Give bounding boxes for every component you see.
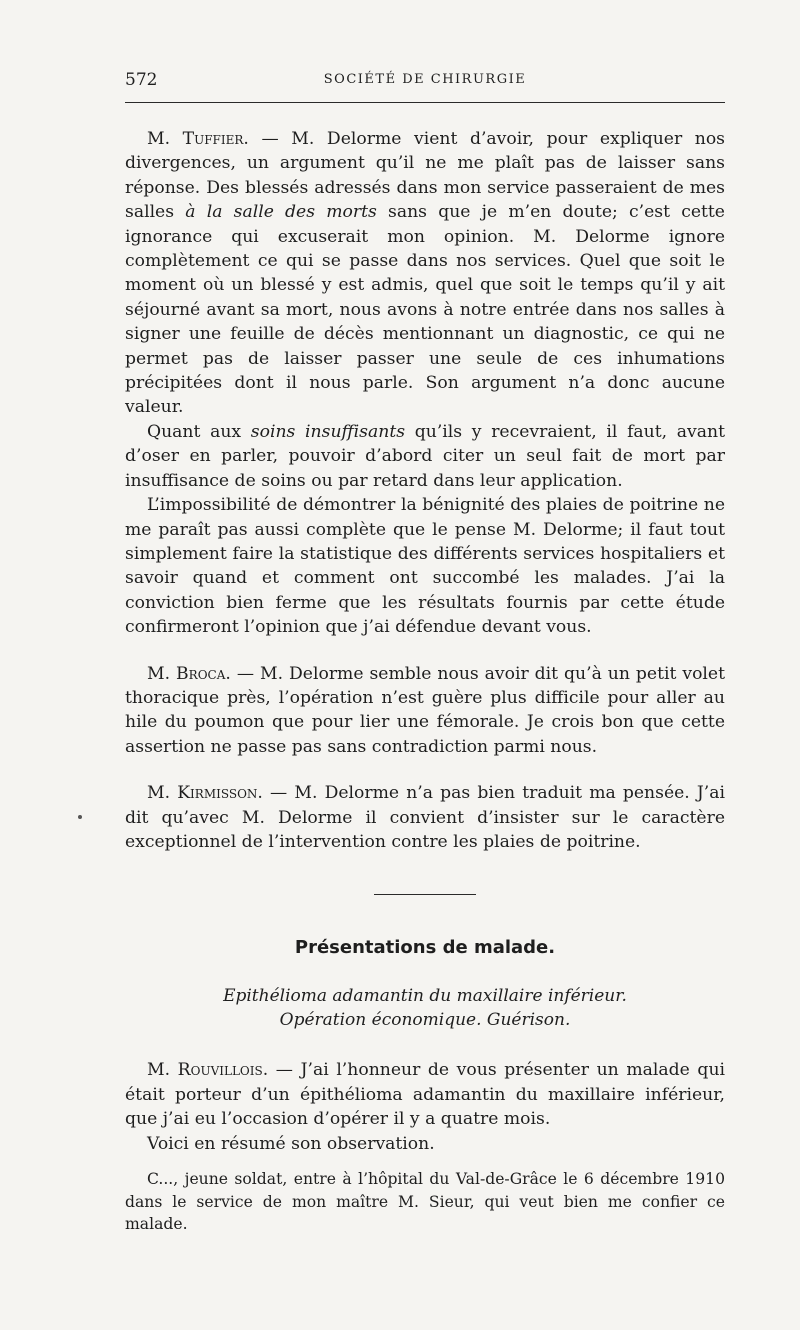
- tuffier-paragraph-1: [125, 127, 725, 420]
- kirmisson-paragraph: [125, 781, 725, 854]
- broca-text: — M. Delorme semble nous avoir dit qu’à un petit volet thoracique près, l’opération n’est guère plus difficile pour aller au hile du poumon que pour lier une fémorale. Je crois bon que cette assertion ne passe pas sans contradiction parmi nous.: [125, 663, 726, 757]
- rouvillois-section: [125, 1058, 725, 1156]
- observation-section: [125, 1168, 725, 1236]
- kirmisson-text: — M. Delorme n’a pas bien traduit ma pensée. J’ai dit qu’avec M. Delorme il convient d’insister sur le caractère exceptionnel de l’intervention contre les plaies de poitrine.: [125, 783, 725, 852]
- case-subtitle-line-2: Opération économique. Guérison.: [279, 1010, 571, 1031]
- tuffier-text-a: — M. Delorme vient d’avoir, pour expliquer nos divergences, un argument qu’il ne me plaît pas de laisser sans réponse. Des blessés adressés dans mon service passeraient de mes salles: [125, 129, 725, 223]
- tuffier-text-b: sans que je m’en doute; c’est cette ignorance qui excuserait mon opinion. M. Delorme ignore complètement ce qui se passe dans nos services. Quel que soit le moment où un blessé y est admis, quel que soit le temps qu’il y ait séjourné avant sa mort, nous avons à notre entrée dans nos salles à signer une feuille de décès mentionnant un diagnostic, ce qui ne permet pas de laisser passer une seule de ces inhumations précipitées dont il nous parle. Son argument n’a donc aucune valeur.: [125, 202, 725, 418]
- tuffier-section: [125, 127, 725, 640]
- page-number: 572: [125, 70, 158, 90]
- header-rule: [125, 102, 725, 103]
- rouvillois-paragraph-2: Voici en résumé son observation.: [147, 1133, 435, 1154]
- running-header: [125, 70, 725, 98]
- broca-section: [125, 662, 725, 760]
- observation-paragraph: C..., jeune soldat, entre à l’hôpital du Val-de-Grâce le 6 décembre 1910 dans le service de mon maître M. Sieur, qui veut bien me confier ce malade.: [125, 1170, 725, 1233]
- speaker-kirmisson: M. Kirmisson.: [147, 783, 263, 804]
- rouvillois-text: — J’ai l’honneur de vous présenter un malade qui était porteur d’un épithélioma adamantin du maxillaire inférieur, que j’ai eu l’occasion d’opérer il y a quatre mois.: [125, 1060, 726, 1130]
- broca-paragraph: [125, 662, 725, 760]
- tuffier-emphasis-1: à la salle des morts: [185, 202, 377, 223]
- speaker-tuffier: M. Tuffier.: [147, 129, 249, 149]
- running-title: SOCIÉTÉ DE CHIRURGIE: [323, 72, 527, 87]
- tuffier-emphasis-2: soins insuffisants: [250, 421, 406, 442]
- rouvillois-paragraph: [125, 1058, 725, 1131]
- section-separator: [374, 894, 476, 895]
- tuffier-paragraph-3: L’impossibilité de démontrer la bénignité des plaies de poitrine ne me paraît pas aussi complète que le pense M. Delorme; il faut tout simplement faire la statistique des différents services hospitaliers et savoir quand et comment ont succombé les malades. J’ai la conviction bien ferme que les résultats fournis par cette étude confirmeront l’opinion que j’ai défendue devant vous.: [125, 495, 725, 638]
- tuffier-paragraph-2: [125, 420, 725, 493]
- section-title: Présentations de malade.: [294, 937, 556, 959]
- speaker-broca: M. Broca.: [147, 663, 231, 684]
- ink-speck: [78, 815, 82, 819]
- speaker-rouvillois: M. Rouvillois.: [147, 1060, 269, 1081]
- case-subtitle: [125, 984, 725, 1032]
- case-subtitle-line-1: Epithélioma adamantin du maxillaire inférieur.: [223, 986, 627, 1007]
- kirmisson-section: [125, 781, 725, 854]
- page: [125, 70, 725, 1236]
- tuffier-text-d: qu’ils y recevraient, il faut, avant d’oser en parler, pouvoir d’abord citer un seul fait de mort par insuffisance de soins ou par retard dans leur application.: [125, 421, 725, 491]
- tuffier-text-c: Quant aux: [147, 421, 251, 442]
